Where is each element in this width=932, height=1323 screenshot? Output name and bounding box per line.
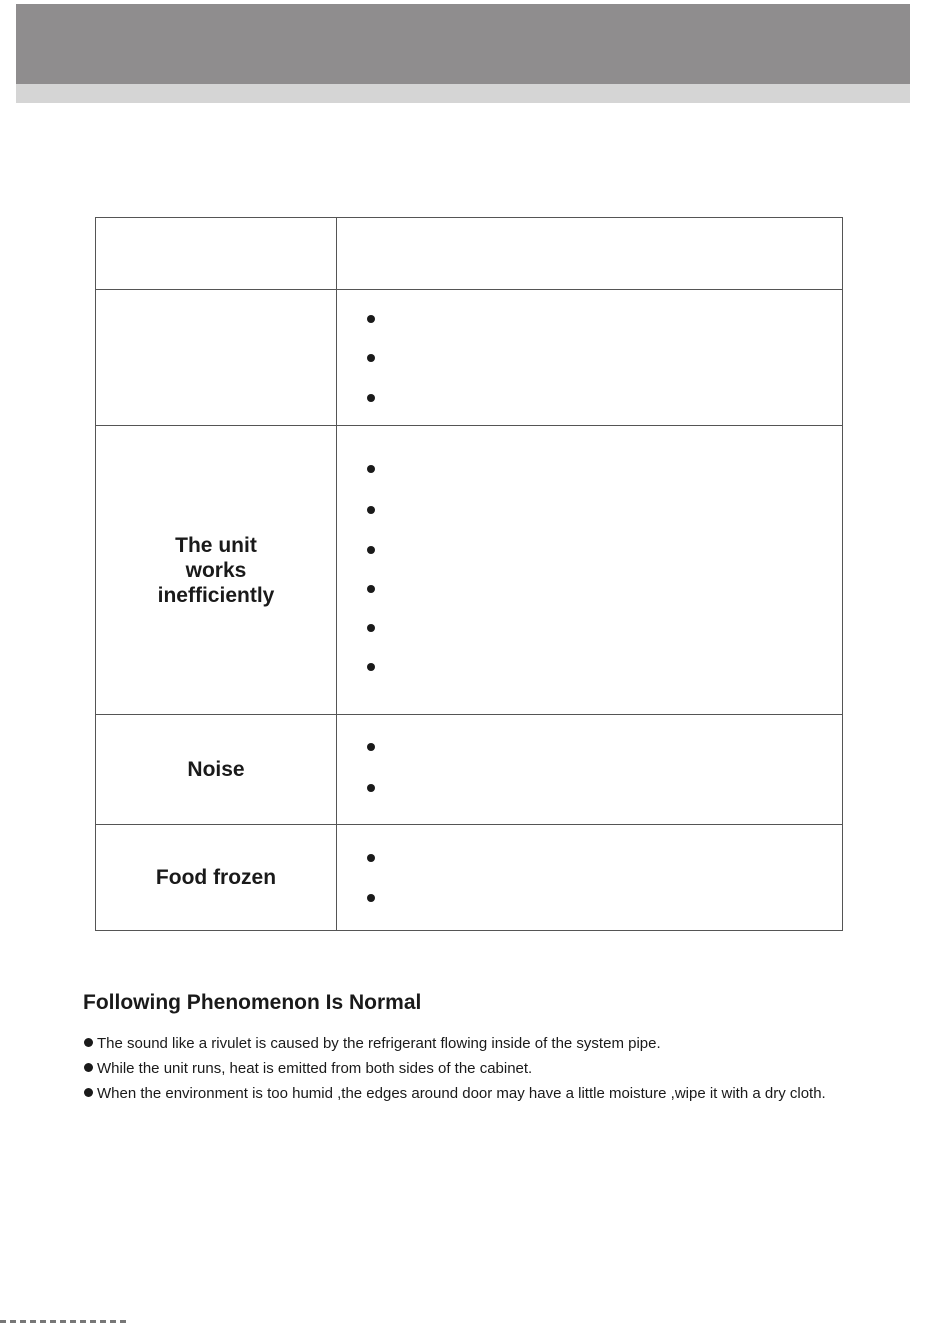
bullet-dot	[367, 315, 375, 323]
normal-phenomenon-list	[83, 1033, 853, 1108]
table-row	[96, 825, 842, 930]
header-cell-cause	[337, 218, 842, 289]
bullet-dot	[84, 1088, 93, 1097]
bullet-dot	[367, 585, 375, 593]
bullet-dot	[367, 663, 375, 671]
bullet-dot	[367, 854, 375, 862]
header-banner-strip	[16, 84, 910, 103]
problem-label-inefficient: The unit works inefficiently	[157, 533, 275, 607]
problem-cell	[96, 825, 337, 930]
section-title: Following Phenomenon Is Normal	[83, 991, 422, 1014]
bullet-dot	[367, 394, 375, 402]
cause-cell	[337, 426, 842, 714]
bullet-dot	[84, 1038, 93, 1047]
cause-cell	[337, 715, 842, 824]
bullet-dot	[367, 546, 375, 554]
bullet-dot	[84, 1063, 93, 1072]
bullet-dot	[367, 465, 375, 473]
list-item: When the environment is too humid ,the edges around door may have a little moisture ,wipe it with a dry cloth.	[83, 1083, 853, 1104]
table-row	[96, 715, 842, 825]
header-banner	[16, 4, 910, 84]
problem-label-noise: Noise	[187, 758, 245, 781]
bullet-dot	[367, 784, 375, 792]
problem-cell	[96, 715, 337, 824]
problem-label-food-frozen: Food frozen	[155, 866, 277, 889]
bullet-dot	[367, 743, 375, 751]
table-header-row	[96, 218, 842, 290]
table-row	[96, 290, 842, 426]
troubleshooting-table	[95, 217, 843, 931]
problem-cell	[96, 426, 337, 714]
list-item: The sound like a rivulet is caused by the refrigerant flowing inside of the system pipe.	[83, 1033, 853, 1054]
table-row	[96, 426, 842, 715]
bullet-dot	[367, 894, 375, 902]
bullet-dot	[367, 624, 375, 632]
cause-cell	[337, 825, 842, 930]
problem-cell	[96, 290, 337, 425]
cause-cell	[337, 290, 842, 425]
list-item: While the unit runs, heat is emitted from both sides of the cabinet.	[83, 1058, 853, 1079]
bullet-dot	[367, 506, 375, 514]
header-cell-problem	[96, 218, 337, 289]
bullet-dot	[367, 354, 375, 362]
